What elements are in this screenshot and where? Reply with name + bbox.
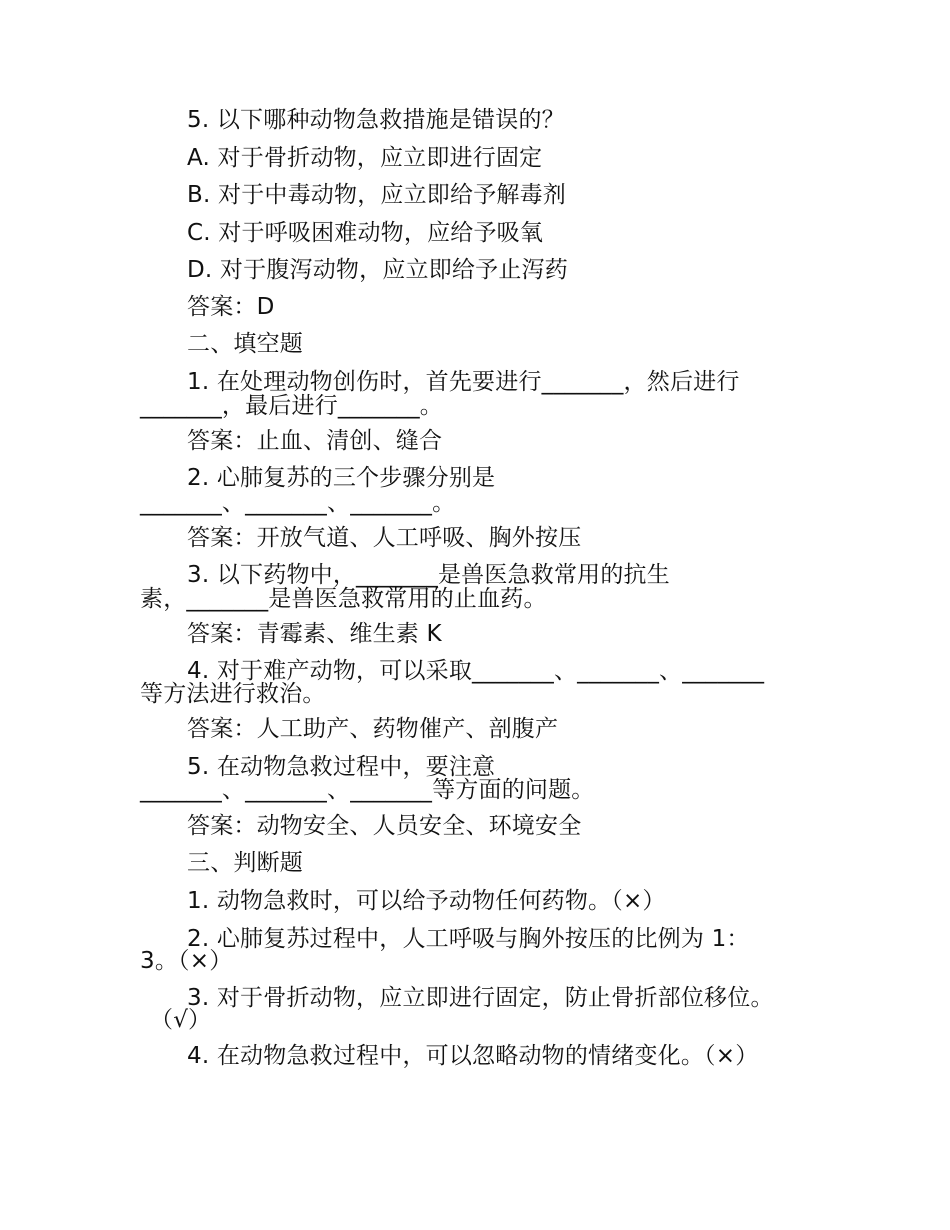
fill-answer-5: 答案：动物安全、人员安全、环境安全 [187,813,582,839]
option-c: C. 对于呼吸困难动物，应给予吸氧 [187,220,544,246]
fill-question-1-line-1: 1. 在处理动物创伤时，首先要进行_______，然后进行 [187,369,740,395]
option-d: D. 对于腹泻动物，应立即给予止泻药 [187,257,568,283]
fill-question-5-line-2: _______、_______、_______等方面的问题。 [140,777,595,803]
section-heading-true-false: 三、判断题 [187,850,303,876]
fill-question-5-line-1: 5. 在动物急救过程中，要注意 [187,754,496,780]
tf-question-4: 4. 在动物急救过程中，可以忽略动物的情绪变化。（×） [187,1043,759,1069]
fill-question-3-line-1: 3. 以下药物中，_______是兽医急救常用的抗生 [187,562,670,588]
tf-question-3-line-2: （√） [150,1007,212,1033]
fill-answer-2: 答案：开放气道、人工呼吸、胸外按压 [187,525,582,551]
fill-answer-1: 答案：止血、清创、缝合 [187,428,443,454]
tf-question-2-line-1: 2. 心肺复苏过程中，人工呼吸与胸外按压的比例为 1： [187,926,750,952]
option-a: A. 对于骨折动物，应立即进行固定 [187,145,543,171]
fill-answer-3: 答案：青霉素、维生素 K [187,621,442,647]
fill-answer-4: 答案：人工助产、药物催产、剖腹产 [187,716,559,742]
tf-question-2-line-2: 3。（×） [140,948,233,974]
section-heading-fill-blank: 二、填空题 [187,331,303,357]
fill-question-4-line-1: 4. 对于难产动物，可以采取_______、_______、_______ [187,658,765,684]
answer-q5: 答案：D [187,294,275,320]
option-b: B. 对于中毒动物，应立即给予解毒剂 [187,182,567,208]
fill-question-3-line-2: 素，_______是兽医急救常用的止血药。 [140,586,547,612]
fill-question-2-line-2: _______、_______、_______。 [140,490,456,516]
tf-question-3-line-1: 3. 对于骨折动物，应立即进行固定，防止骨折部位移位。 [187,985,774,1011]
fill-question-2-line-1: 2. 心肺复苏的三个步骤分别是 [187,465,496,491]
question-5-text: 5. 以下哪种动物急救措施是错误的？ [187,107,565,133]
tf-question-1: 1. 动物急救时，可以给予动物任何药物。（×） [187,888,666,914]
fill-question-4-line-2: 等方法进行救治。 [140,681,326,707]
fill-question-1-line-2: _______，最后进行_______。 [140,393,443,419]
